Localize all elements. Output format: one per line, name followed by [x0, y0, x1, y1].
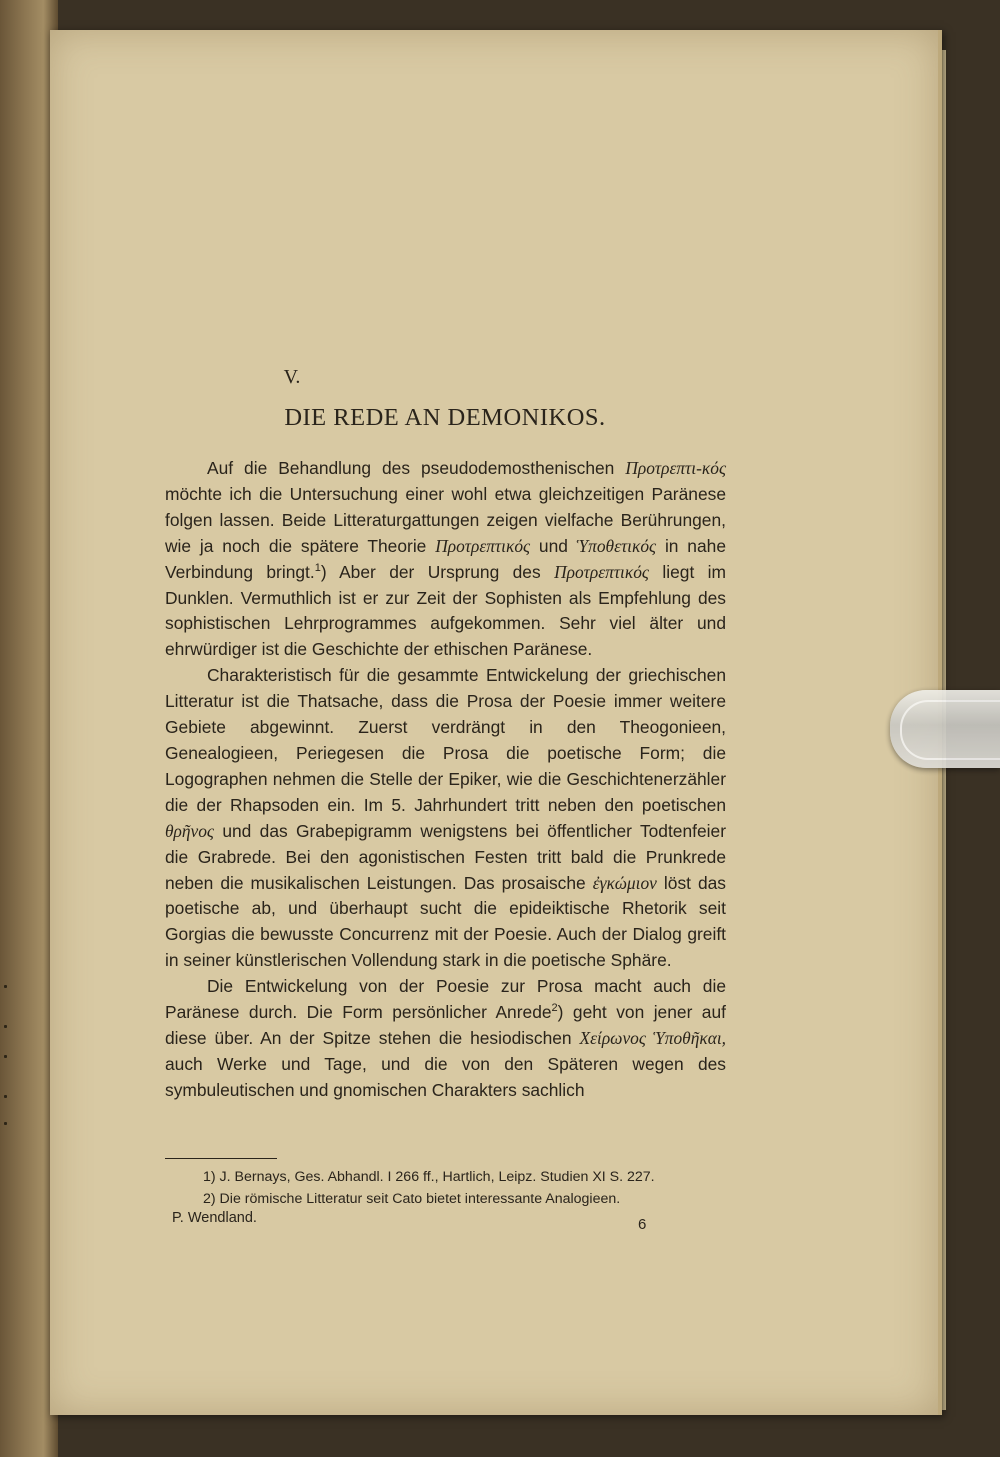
greek-term: Προτρεπτικός: [435, 535, 531, 556]
text-run: liegt im Dunklen. Vermuthlich ist er zur Zeit der Sophisten als Empfehlung des sophistischen Lehrprogrammes aufgekommen. Sehr viel älter und ehrwürdiger ist die Geschichte der ethischen Paränese.: [165, 561, 727, 660]
signature-mark: P. Wendland.: [172, 1210, 257, 1226]
bookmark-clip: [890, 690, 1000, 768]
text-run: und das Grabepigramm wenigstens bei öffentlicher Todtenfeier die Grabrede. Bei den agonistischen Festen tritt bald die Prunkrede neben die musikalischen Leistungen. Das prosaische: [165, 820, 726, 893]
greek-term: Χείρωνος Ὑποθῆκαι,: [579, 1027, 726, 1048]
text-run: ) Aber der Ursprung des: [320, 561, 555, 582]
page-number: 6: [638, 1216, 647, 1233]
footnotes: [203, 1166, 733, 1210]
paragraph-2: [165, 663, 726, 974]
text-run: ) geht von jener auf diese über. An der Spitze stehen die hesiodischen: [165, 1002, 726, 1048]
chapter-title: DIE REDE AN DEMONIKOS.: [284, 404, 606, 431]
text-run: möchte ich die Untersuchung einer wohl etwa gleichzeitigen Paränese folgen lassen. Beide Litteraturgattungen zeigen vielfache Berührungen, wie ja noch die spätere Theorie: [165, 483, 726, 556]
footnote-2: 2) Die römische Litteratur seit Cato bietet interessante Analogieen.: [203, 1191, 621, 1207]
greek-term: Προτρεπτι-κός: [625, 458, 726, 478]
footnote-rule: [165, 1158, 277, 1159]
paragraph-1: [165, 456, 726, 663]
edge-mark: [4, 1025, 7, 1028]
paragraph-3: [165, 974, 726, 1104]
text-run: Auf die Behandlung des pseudodemosthenischen: [207, 458, 626, 478]
edge-mark: [4, 1055, 7, 1058]
text-run: in nahe Verbindung bringt.: [165, 535, 726, 582]
greek-term: θρῆνος: [165, 820, 214, 841]
chapter-number: V.: [283, 366, 301, 388]
text-run: löst das poetische ab, und überhaupt sucht die epideiktische Rhetorik seit Gorgias die bewusste Concurrenz mit der Poesie. Auch der Dialog greift in seiner künstlerischen Vollendung stark in die poetische Sphäre.: [165, 872, 727, 971]
footnote-ref: 1: [314, 561, 321, 574]
text-run: und: [530, 535, 577, 556]
body-text: [165, 456, 726, 1104]
greek-term: Ὑποθετικός: [576, 535, 657, 556]
text-run: auch Werke und Tage, und die von den Späteren wegen des symbuleutischen und gnomischen Charakters sachlich: [165, 1053, 726, 1100]
text-run: Die Entwickelung von der Poesie zur Prosa macht auch die Paränese durch. Die Form persönlicher Anrede: [165, 976, 726, 1023]
footnote-ref: 2: [551, 1002, 558, 1015]
edge-mark: [4, 985, 7, 988]
edge-mark: [4, 1095, 7, 1098]
text-run: Charakteristisch für die gesammte Entwickelung der griechischen Litteratur ist die Thatsache, dass die Prosa der Poesie immer weitere Gebiete abgewinnt. Zuerst verdrängt in den Theogonieen, Genealogieen, Periegesen die Prosa die poetische Form; die Logographen nehmen die Stelle der Epiker, wie die Geschichtenerzähler die der Rhapsoden ein. Im 5. Jahrhundert tritt neben den poetischen: [165, 665, 726, 815]
greek-term: Προτρεπτικός: [554, 561, 649, 582]
edge-mark: [4, 1122, 7, 1125]
greek-term: ἐγκώμιον: [592, 872, 657, 893]
footnote-1: 1) J. Bernays, Ges. Abhandl. I 266 ff., Hartlich, Leipz. Studien XI S. 227.: [203, 1169, 655, 1185]
